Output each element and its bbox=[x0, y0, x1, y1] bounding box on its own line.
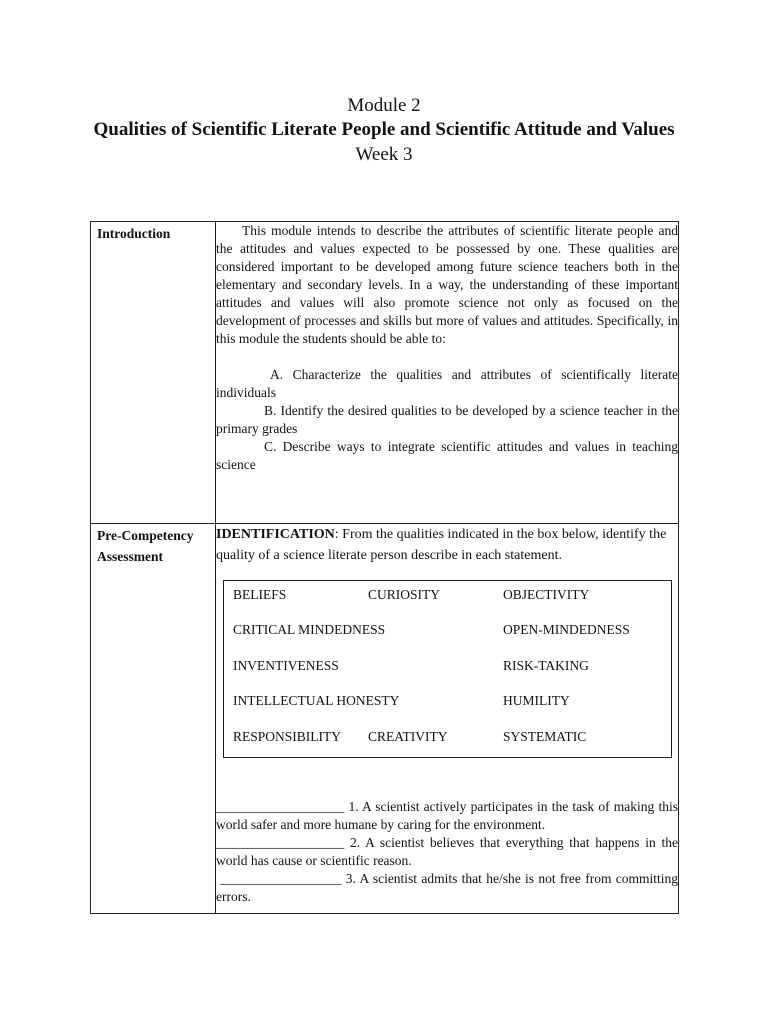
assessment-label-line2: Assessment bbox=[97, 549, 163, 564]
assessment-label-line1: Pre-Competency bbox=[97, 528, 194, 543]
quality-objectivity: OBJECTIVITY bbox=[503, 587, 590, 602]
identification-item-1: ___________________ 1. A scientist actively participates in the task of making this world safer and more humane by caring for the environment. bbox=[216, 799, 678, 832]
quality-responsibility: RESPONSIBILITY bbox=[233, 729, 342, 744]
identification-instruction bbox=[216, 524, 678, 566]
quality-curiosity: CURIOSITY bbox=[368, 587, 441, 602]
qualities-box bbox=[223, 580, 672, 758]
introduction-row bbox=[91, 222, 679, 524]
objective-b: B. Identify the desired qualities to be developed by a science teacher in the primary grades bbox=[216, 403, 678, 436]
quality-inventiveness: INVENTIVENESS bbox=[233, 658, 339, 673]
module-table bbox=[90, 221, 679, 914]
identification-heading: IDENTIFICATION bbox=[216, 527, 335, 542]
module-number: Module 2 bbox=[347, 95, 421, 116]
introduction-label-cell bbox=[91, 222, 216, 524]
quality-beliefs: BELIEFS bbox=[233, 587, 287, 602]
introduction-content-cell bbox=[216, 222, 679, 524]
identification-items bbox=[216, 798, 678, 906]
week-label: Week 3 bbox=[355, 144, 413, 165]
assessment-label bbox=[91, 524, 215, 568]
assessment-label-cell bbox=[91, 524, 216, 914]
quality-humility: HUMILITY bbox=[503, 693, 570, 708]
quality-intellectual-honesty: INTELLECTUAL HONESTY bbox=[233, 693, 400, 708]
objective-a: A. Characterize the qualities and attributes of scientifically literate individuals bbox=[216, 367, 678, 400]
identification-item-2: ___________________ 2. A scientist believes that everything that happens in the world has cause or scientific reason. bbox=[216, 835, 678, 868]
assessment-row bbox=[91, 524, 679, 914]
quality-systematic: SYSTEMATIC bbox=[503, 729, 587, 744]
objective-c: C. Describe ways to integrate scientific attitudes and values in teaching science bbox=[216, 439, 678, 472]
quality-critical-mindedness: CRITICAL MINDEDNESS bbox=[233, 622, 386, 637]
quality-open-mindedness: OPEN-MINDEDNESS bbox=[503, 622, 630, 637]
quality-creativity: CREATIVITY bbox=[368, 729, 448, 744]
quality-risk-taking: RISK-TAKING bbox=[503, 658, 589, 673]
document-header bbox=[0, 94, 768, 168]
identification-item-3: __________________ 3. A scientist admits that he/she is not free from committing errors. bbox=[216, 871, 678, 904]
introduction-label: Introduction bbox=[97, 226, 171, 241]
introduction-paragraph: This module intends to describe the attributes of scientific literate people and the attitudes and values expected to be possessed by one. These qualities are considered important to be developed among future science teachers both in the elementary and secondary levels. In a way, the understanding of these important attitudes and values will also promote science not only as focused on the development of processes and skills but more of values and attitudes. Specifically, in this module the students should be able to: bbox=[216, 223, 678, 346]
module-title: Qualities of Scientific Literate People and Scientific Attitude and Values bbox=[93, 119, 675, 140]
objectives-list bbox=[216, 366, 678, 474]
assessment-content-cell bbox=[216, 524, 679, 914]
identification-text: : From the qualities indicated in the box below, identify the quality of a science literate person describe in each statement. bbox=[216, 527, 667, 563]
